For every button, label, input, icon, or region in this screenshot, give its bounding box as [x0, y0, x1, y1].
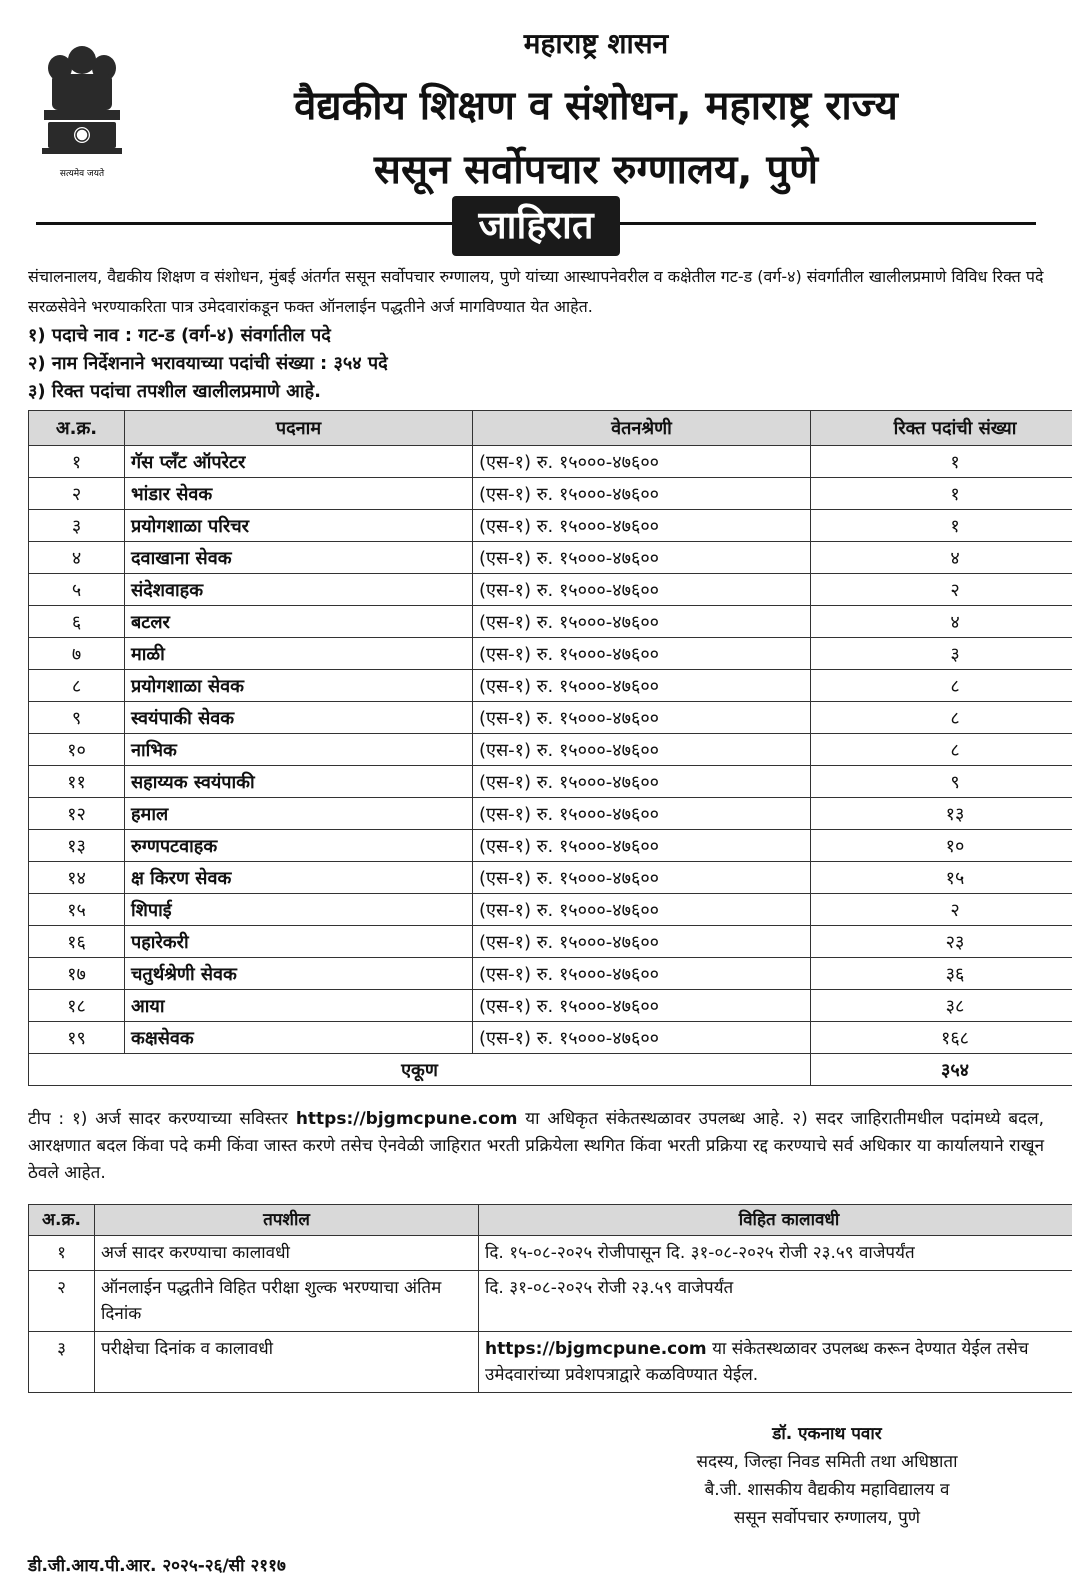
table-row — [29, 734, 1072, 766]
row-sr: १९ — [29, 1022, 125, 1054]
posts-table — [28, 410, 1072, 1086]
emblem-motto: सत्यमेव जयते — [59, 169, 105, 179]
row-post-name: माळी — [125, 638, 473, 670]
row-pay-scale: (एस-१) रु. १५०००-४७६०० — [473, 734, 811, 766]
table-row — [29, 574, 1072, 606]
table-row — [29, 478, 1072, 510]
row-sr: २ — [29, 478, 125, 510]
note-prefix: टीप : १) अर्ज सादर करण्याच्या सविस्तर — [28, 1109, 289, 1129]
row-sr: ४ — [29, 542, 125, 574]
table-row — [29, 446, 1072, 478]
row-vacancy-count: १६८ — [811, 1022, 1072, 1054]
row-post-name: शिपाई — [125, 894, 473, 926]
col-header-pay: वेतनश्रेणी — [473, 411, 811, 446]
row-sr: ५ — [29, 574, 125, 606]
row-vacancy-count: ३८ — [811, 990, 1072, 1022]
table-row — [29, 862, 1072, 894]
table-row — [29, 830, 1072, 862]
header-govt: महाराष्ट्र शासन — [523, 27, 669, 60]
row-pay-scale: (एस-१) रु. १५०००-४७६०० — [473, 766, 811, 798]
schedule-sr: २ — [29, 1271, 95, 1332]
schedule-period-text: या संकेतस्थळावर उपलब्ध करून देण्यात येईल तसेच उमेदवारांच्या प्रवेशपत्राद्वारे कळविण्यात येईल. — [485, 1339, 1029, 1385]
row-pay-scale: (एस-१) रु. १५०००-४७६०० — [473, 670, 811, 702]
schedule-sr: १ — [29, 1236, 95, 1271]
schedule-table — [28, 1204, 1072, 1393]
table-row — [29, 702, 1072, 734]
row-vacancy-count: ४ — [811, 542, 1072, 574]
table-row — [29, 1022, 1072, 1054]
row-post-name: दवाखाना सेवक — [125, 542, 473, 574]
row-vacancy-count: ३ — [811, 638, 1072, 670]
row-sr: १३ — [29, 830, 125, 862]
row-sr: १ — [29, 446, 125, 478]
row-sr: १५ — [29, 894, 125, 926]
row-vacancy-count: ८ — [811, 734, 1072, 766]
row-pay-scale: (एस-१) रु. १५०००-४७६०० — [473, 542, 811, 574]
schedule-header-sr: अ.क्र. — [29, 1205, 95, 1236]
header-department: वैद्यकीय शिक्षण व संशोधन, महाराष्ट्र राज्य — [294, 83, 898, 129]
note-website-link[interactable]: https://bjgmcpune.com — [295, 1109, 518, 1129]
table-row — [29, 510, 1072, 542]
signature-block — [662, 1420, 992, 1532]
row-vacancy-count: १३ — [811, 798, 1072, 830]
row-vacancy-count: ४ — [811, 606, 1072, 638]
row-vacancy-count: २३ — [811, 926, 1072, 958]
row-vacancy-count: २ — [811, 894, 1072, 926]
row-post-name: गॅस प्लँट ऑपरेटर — [125, 446, 473, 478]
row-sr: ३ — [29, 510, 125, 542]
row-pay-scale: (एस-१) रु. १५०००-४७६०० — [473, 862, 811, 894]
total-row — [29, 1054, 1072, 1086]
signatory-name: डॉ. एकनाथ पवार — [772, 1424, 882, 1444]
row-sr: १८ — [29, 990, 125, 1022]
row-post-name: कक्षसेवक — [125, 1022, 473, 1054]
advertisement-badge: जाहिरात — [452, 196, 619, 256]
schedule-period — [479, 1236, 1072, 1271]
ashoka-emblem-icon — [34, 38, 130, 186]
row-vacancy-count: ८ — [811, 670, 1072, 702]
table-row — [29, 1236, 1072, 1271]
row-pay-scale: (एस-१) रु. १५०००-४७६०० — [473, 894, 811, 926]
row-sr: १४ — [29, 862, 125, 894]
schedule-period-text: दि. ३१-०८-२०२५ रोजी २३.५९ वाजेपर्यंत — [485, 1278, 734, 1298]
table-row — [29, 1332, 1072, 1393]
table-row — [29, 958, 1072, 990]
table-row — [29, 766, 1072, 798]
intro-paragraph: संचालनालय, वैद्यकीय शिक्षण व संशोधन, मुंबई अंतर्गत ससून सर्वोपचार रुग्णालय, पुणे यांच्या आस्थापनेवरील व कक्षेतील गट-ड (वर्ग-४) संवर्गातील खालीलप्रमाणे विविध रिक्त पदे सरळसेवेने भरण्याकरिता पात्र उमेदवारांकडून फक्त ऑनलाईन पद्धतीने अर्ज मागविण्यात येत आहेत. — [28, 267, 1044, 316]
intro-point-1: १) पदाचे नाव : गट-ड (वर्ग-४) संवर्गातील पदे — [28, 325, 331, 346]
schedule-header-period: विहित कालावधी — [479, 1205, 1072, 1236]
row-pay-scale: (एस-१) रु. १५०००-४७६०० — [473, 926, 811, 958]
row-pay-scale: (एस-१) रु. १५०००-४७६०० — [473, 1022, 811, 1054]
row-sr: १० — [29, 734, 125, 766]
row-post-name: पहारेकरी — [125, 926, 473, 958]
row-post-name: आया — [125, 990, 473, 1022]
intro-point-2: २) नाम निर्देशनाने भरावयाच्या पदांची संख्या : ३५४ पदे — [28, 353, 388, 374]
row-vacancy-count: १ — [811, 478, 1072, 510]
table-row — [29, 894, 1072, 926]
row-pay-scale: (एस-१) रु. १५०००-४७६०० — [473, 510, 811, 542]
row-vacancy-count: ९ — [811, 766, 1072, 798]
row-post-name: प्रयोगशाळा सेवक — [125, 670, 473, 702]
row-sr: १२ — [29, 798, 125, 830]
schedule-sr: ३ — [29, 1332, 95, 1393]
row-vacancy-count: १५ — [811, 862, 1072, 894]
row-post-name: हमाल — [125, 798, 473, 830]
table-row — [29, 670, 1072, 702]
row-vacancy-count: ८ — [811, 702, 1072, 734]
row-sr: ६ — [29, 606, 125, 638]
signatory-line-2: बै.जी. शासकीय वैद्यकीय महाविद्यालय व — [704, 1480, 950, 1500]
table-row — [29, 638, 1072, 670]
row-pay-scale: (एस-१) रु. १५०००-४७६०० — [473, 990, 811, 1022]
row-post-name: सहाय्यक स्वयंपाकी — [125, 766, 473, 798]
table-row — [29, 606, 1072, 638]
row-sr: १६ — [29, 926, 125, 958]
table-row — [29, 1271, 1072, 1332]
row-sr: ८ — [29, 670, 125, 702]
schedule-detail: परीक्षेचा दिनांक व कालावधी — [95, 1332, 479, 1393]
row-pay-scale: (एस-१) रु. १५०००-४७६०० — [473, 830, 811, 862]
col-header-count: रिक्त पदांची संख्या — [811, 411, 1072, 446]
schedule-detail: अर्ज सादर करण्याचा कालावधी — [95, 1236, 479, 1271]
row-vacancy-count: १० — [811, 830, 1072, 862]
total-label: एकूण — [29, 1054, 811, 1086]
row-vacancy-count: ३६ — [811, 958, 1072, 990]
schedule-period — [479, 1271, 1072, 1332]
col-header-sr: अ.क्र. — [29, 411, 125, 446]
signatory-line-1: सदस्य, जिल्हा निवड समिती तथा अधिष्ठाता — [696, 1452, 958, 1472]
note-text: या अधिकृत संकेतस्थळावर उपलब्ध आहे. २) सदर जाहिरातीमधील पदांमध्ये बदल, आरक्षणात बदल किंवा पदे कमी किंवा जास्त करणे तसेच ऐनवेळी जाहिरात भरती प्रक्रियेला स्थगित किंवा भरती प्रक्रिया रद्द करण्याचे सर्व अधिकार या कार्यालयाने राखून ठेवले आहेत. — [28, 1109, 1045, 1183]
table-row — [29, 798, 1072, 830]
row-post-name: नाभिक — [125, 734, 473, 766]
row-pay-scale: (एस-१) रु. १५०००-४७६०० — [473, 478, 811, 510]
row-post-name: चतुर्थश्रेणी सेवक — [125, 958, 473, 990]
row-pay-scale: (एस-१) रु. १५०००-४७६०० — [473, 606, 811, 638]
schedule-period-text: दि. १५-०८-२०२५ रोजीपासून दि. ३१-०८-२०२५ रोजी २३.५९ वाजेपर्यंत — [485, 1243, 915, 1263]
header-hospital: ससून सर्वोपचार रुग्णालय, पुणे — [373, 147, 819, 193]
row-pay-scale: (एस-१) रु. १५०००-४७६०० — [473, 798, 811, 830]
schedule-header-detail: तपशील — [95, 1205, 479, 1236]
row-post-name: स्वयंपाकी सेवक — [125, 702, 473, 734]
row-sr: ९ — [29, 702, 125, 734]
row-pay-scale: (एस-१) रु. १५०००-४७६०० — [473, 574, 811, 606]
col-header-post: पदनाम — [125, 411, 473, 446]
row-post-name: प्रयोगशाळा परिचर — [125, 510, 473, 542]
total-value: ३५४ — [811, 1054, 1072, 1086]
row-sr: ७ — [29, 638, 125, 670]
note-section — [28, 1106, 1044, 1187]
row-post-name: रुग्णपटवाहक — [125, 830, 473, 862]
row-pay-scale: (एस-१) रु. १५०००-४७६०० — [473, 638, 811, 670]
row-post-name: बटलर — [125, 606, 473, 638]
intro-section — [28, 262, 1044, 406]
intro-point-3: ३) रिक्त पदांचा तपशील खालीलप्रमाणे आहे. — [28, 381, 321, 402]
footer-reference: डी.जी.आय.पी.आर. २०२५-२६/सी २११७ — [28, 1556, 286, 1576]
row-sr: ११ — [29, 766, 125, 798]
table-row — [29, 990, 1072, 1022]
table-row — [29, 542, 1072, 574]
row-sr: १७ — [29, 958, 125, 990]
row-post-name: संदेशवाहक — [125, 574, 473, 606]
row-vacancy-count: १ — [811, 510, 1072, 542]
row-post-name: क्ष किरण सेवक — [125, 862, 473, 894]
row-post-name: भांडार सेवक — [125, 478, 473, 510]
row-pay-scale: (एस-१) रु. १५०००-४७६०० — [473, 958, 811, 990]
table-row — [29, 926, 1072, 958]
schedule-period — [479, 1332, 1072, 1393]
schedule-website-link[interactable]: https://bjgmcpune.com — [485, 1339, 707, 1359]
signatory-line-3: ससून सर्वोपचार रुग्णालय, पुणे — [733, 1508, 921, 1528]
row-vacancy-count: १ — [811, 446, 1072, 478]
schedule-detail: ऑनलाईन पद्धतीने विहित परीक्षा शुल्क भरण्याचा अंतिम दिनांक — [95, 1271, 479, 1332]
row-pay-scale: (एस-१) रु. १५०००-४७६०० — [473, 702, 811, 734]
row-pay-scale: (एस-१) रु. १५०००-४७६०० — [473, 446, 811, 478]
row-vacancy-count: २ — [811, 574, 1072, 606]
